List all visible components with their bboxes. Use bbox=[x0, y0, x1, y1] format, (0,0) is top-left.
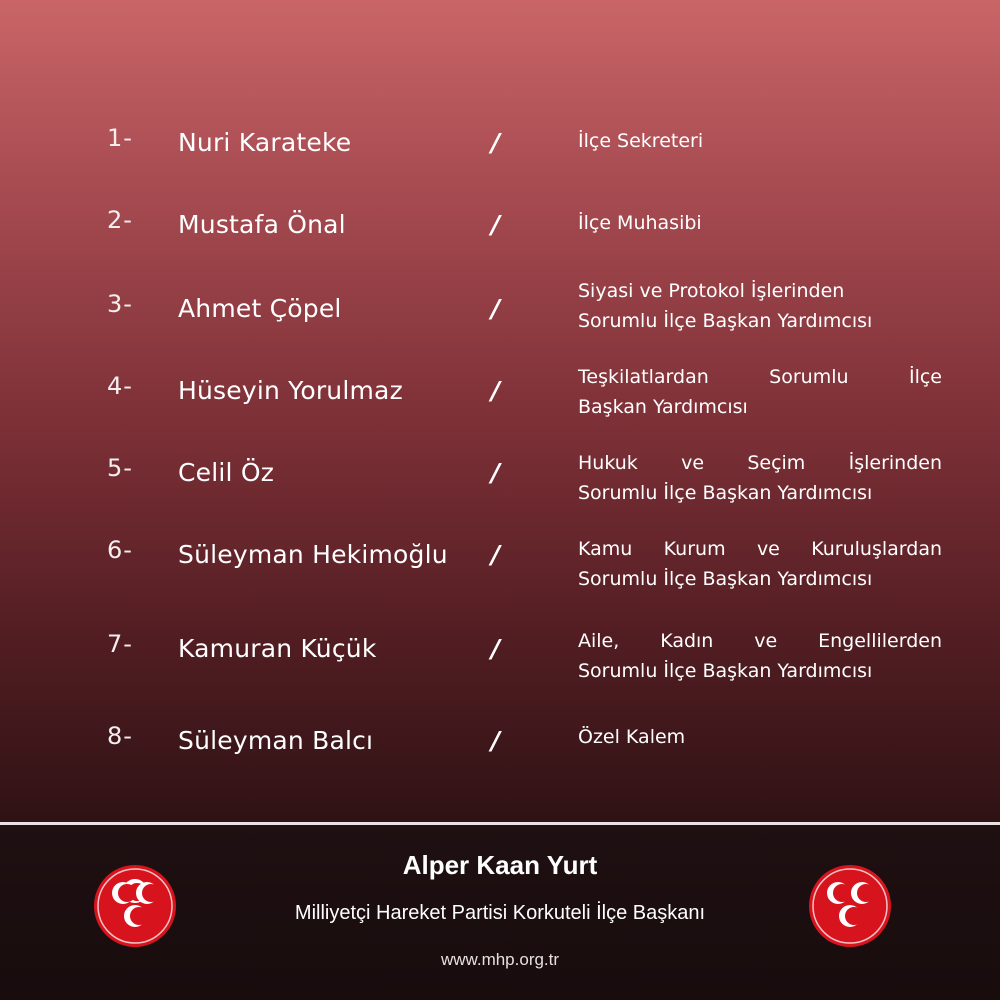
separator: / bbox=[491, 128, 501, 157]
title-line: Sorumlu İlçe Başkan Yardımcısı bbox=[578, 482, 873, 504]
member-name: Mustafa Önal bbox=[178, 210, 346, 239]
separator: / bbox=[491, 634, 501, 663]
separator: / bbox=[491, 726, 501, 755]
member-name: Süleyman Hekimoğlu bbox=[178, 540, 448, 569]
title-line: Sorumlu İlçe Başkan Yardımcısı bbox=[578, 660, 873, 682]
title-line: Sorumlu İlçe Başkan Yardımcısı bbox=[578, 310, 873, 332]
member-name: Celil Öz bbox=[178, 458, 275, 487]
member-title bbox=[578, 126, 942, 156]
separator: / bbox=[491, 210, 501, 239]
member-name: Süleyman Balcı bbox=[178, 726, 374, 755]
footer-website[interactable]: www.mhp.org.tr bbox=[440, 950, 560, 969]
item-number: 1- bbox=[107, 124, 133, 152]
member-title bbox=[578, 534, 942, 594]
separator: / bbox=[491, 458, 501, 487]
title-line: Özel Kalem bbox=[578, 726, 686, 748]
member-title bbox=[578, 276, 942, 336]
title-line: Aile, Kadın ve Engellilerden bbox=[578, 630, 942, 652]
member-title bbox=[578, 626, 942, 686]
item-number: 7- bbox=[107, 630, 133, 658]
separator: / bbox=[491, 540, 501, 569]
item-number: 2- bbox=[107, 206, 133, 234]
footer-name: Alper Kaan Yurt bbox=[402, 850, 598, 880]
member-title bbox=[578, 362, 942, 422]
title-line: Hukuk ve Seçim İşlerinden bbox=[578, 452, 942, 474]
member-title bbox=[578, 208, 942, 238]
title-line: Başkan Yardımcısı bbox=[578, 396, 748, 418]
title-line: Sorumlu İlçe Başkan Yardımcısı bbox=[578, 568, 873, 590]
item-number: 4- bbox=[107, 372, 133, 400]
item-number: 5- bbox=[107, 454, 133, 482]
member-name: Ahmet Çöpel bbox=[178, 294, 342, 323]
footer-position: Milliyetçi Hareket Partisi Korkuteli İlçe Başkanı bbox=[294, 902, 706, 924]
member-name: Nuri Karateke bbox=[178, 128, 352, 157]
title-line: İlçe Muhasibi bbox=[578, 212, 702, 234]
title-line: İlçe Sekreteri bbox=[578, 130, 704, 152]
title-line: Siyasi ve Protokol İşlerinden bbox=[578, 280, 845, 302]
member-name: Hüseyin Yorulmaz bbox=[178, 376, 403, 405]
item-number: 6- bbox=[107, 536, 133, 564]
member-title bbox=[578, 722, 942, 752]
member-name: Kamuran Küçük bbox=[178, 634, 377, 663]
title-line: Teşkilatlardan Sorumlu İlçe bbox=[578, 366, 942, 388]
separator: / bbox=[491, 294, 501, 323]
title-line: Kamu Kurum ve Kuruluşlardan bbox=[578, 538, 942, 560]
item-number: 8- bbox=[107, 722, 133, 750]
item-number: 3- bbox=[107, 290, 133, 318]
separator: / bbox=[491, 376, 501, 405]
member-title bbox=[578, 448, 942, 508]
